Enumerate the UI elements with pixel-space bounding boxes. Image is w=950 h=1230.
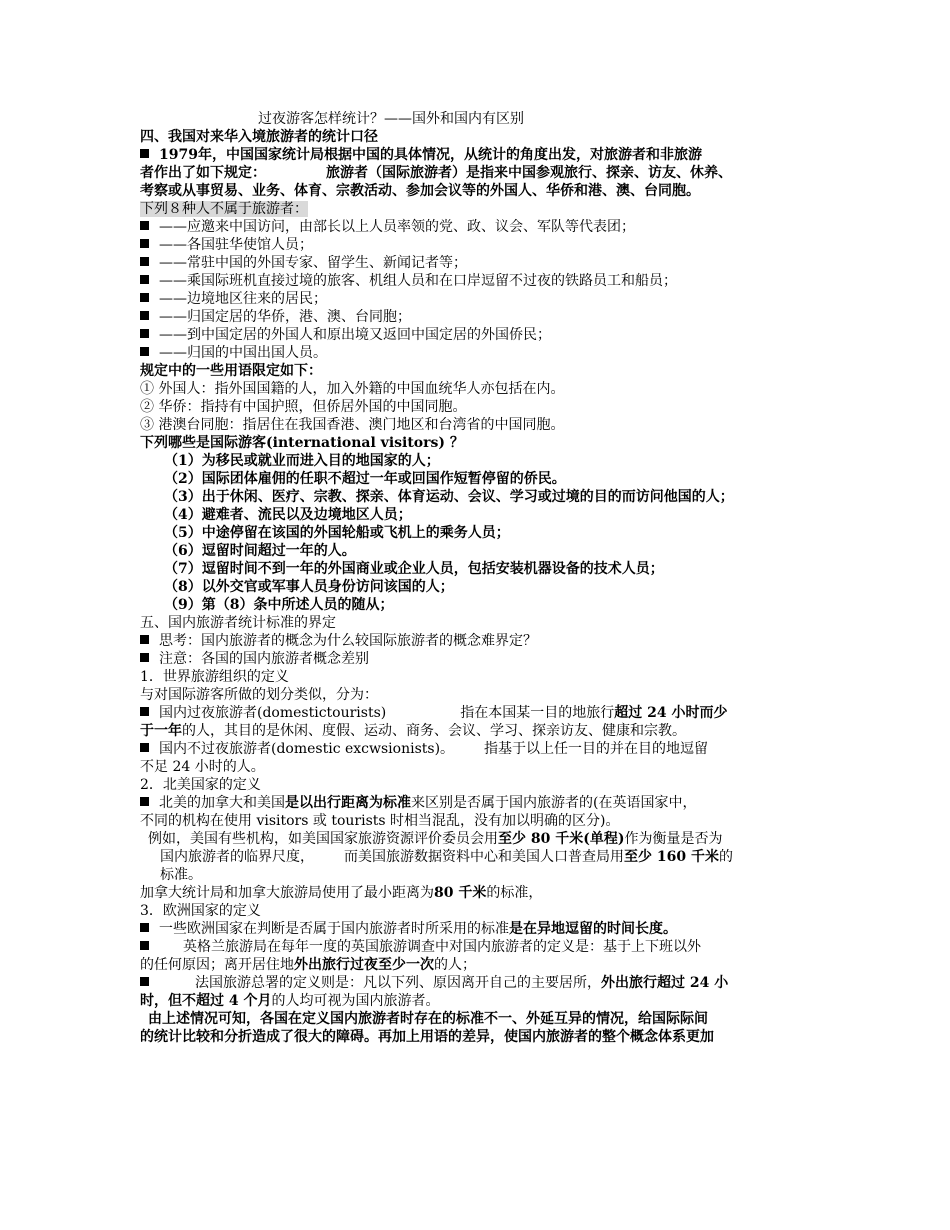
option-item: （2）国际团体雇佣的任职不超过一年或回国作短暂停留的侨民。 — [164, 471, 566, 487]
overnight-def-line2: 于一年的人，其目的是休闲、度假、运动、商务、会议、学习、探亲访友、健康和宗教。 — [140, 723, 686, 739]
square-bullet-icon — [140, 257, 149, 266]
term-item: ① 外国人：指外国国籍的人，加入外籍的中国血统华人亦包括在内。 — [140, 381, 565, 397]
na-example-line2: 国内旅游者的临界尺度， 而美国旅游数据资料中心和美国人口普查局用至少 160 千米的 — [160, 849, 733, 865]
excluded-title: 下列８种人不属于旅游者： — [140, 201, 308, 217]
na-example-line1: 例如，美国有些机构，如美国国家旅游资源评价委员会用至少 80 千米(单程)作为衡量是否为 — [148, 831, 723, 847]
eu-uk-line2: 的任何原因；离开居住地外出旅行过夜至少一次的人； — [140, 957, 476, 973]
excluded-list — [140, 218, 815, 362]
eu-p1: 一些欧洲国家在判断是否属于国内旅游者时所采用的标准是在异地逗留的时间长度。 — [140, 920, 815, 938]
square-bullet-icon — [140, 977, 149, 986]
list-item: ——常驻中国的外国专家、留学生、新闻记者等； — [140, 254, 815, 272]
list-item: ——归国的中国出国人员。 — [140, 344, 815, 362]
term-item: ② 华侨：指持有中国护照，但侨居外国的中国同胞。 — [140, 399, 467, 415]
square-bullet-icon — [140, 329, 149, 338]
overnight-def-line1: 国内过夜旅游者(domestictourists) 指在本国某一目的地旅行超过 24 小时而少 — [140, 704, 815, 722]
na-example-line3: 标准。 — [160, 867, 202, 883]
list-item: ——各国驻华使馆人员； — [140, 236, 815, 254]
terms-title: 规定中的一些用语限定如下： — [140, 363, 322, 379]
eu-uk-line1: 英格兰旅游局在每年一度的英国旅游调查中对国内旅游者的定义是：基于上下班以外 — [140, 938, 815, 956]
wto-intro: 与对国际游客所做的划分类似，分为： — [140, 687, 378, 703]
square-bullet-icon — [140, 653, 149, 662]
option-item: （1）为移民或就业而进入目的地国家的人； — [164, 453, 440, 469]
square-bullet-icon — [140, 275, 149, 284]
eu-title: 3．欧洲国家的定义 — [140, 903, 261, 919]
list-item: ——应邀来中国访问，由部长以上人员率领的党、政、议会、军队等代表团； — [140, 218, 815, 236]
option-item: （4）避难者、流民以及边境地区人员； — [164, 507, 412, 523]
option-item: （9）第（8）条中所述人员的随从； — [164, 597, 394, 613]
conclusion-line1: 由上述情况可知，各国在定义国内旅游者时存在的标准不一、外延互异的情况，给国际际间 — [148, 1011, 708, 1027]
list-item: ——边境地区往来的居民； — [140, 290, 815, 308]
square-bullet-icon — [140, 221, 149, 230]
canada-line: 加拿大统计局和加拿大旅游局使用了最小距离为80 千米的标准， — [140, 885, 543, 901]
square-bullet-icon — [140, 743, 149, 752]
square-bullet-icon — [140, 941, 149, 950]
doc-title: 过夜游客怎样统计？——国外和国内有区别 — [258, 111, 524, 127]
attention-note: 注意：各国的国内旅游者概念差别 — [140, 650, 815, 668]
section4-p1-line1: 1979年，中国国家统计局根据中国的具体情况，从统计的角度出发，对旅游者和非旅游 — [140, 146, 815, 164]
square-bullet-icon — [140, 311, 149, 320]
document-page — [140, 110, 815, 1046]
na-p1-line1: 北美的加拿大和美国是以出行距离为标准来区别是否属于国内旅游者的(在英语国家中， — [140, 794, 815, 812]
square-bullet-icon — [140, 347, 149, 356]
think-note: 思考：国内旅游者的概念为什么较国际旅游者的概念难界定？ — [140, 632, 815, 650]
list-item: ——归国定居的华侨，港、澳、台同胞； — [140, 308, 815, 326]
sameday-def-line1: 国内不过夜旅游者(domestic excwsionists)。 指基于以上任一目的并在目的地逗留 — [140, 740, 815, 758]
square-bullet-icon — [140, 149, 149, 158]
option-item: （5）中途停留在该国的外国轮船或飞机上的乘务人员； — [164, 525, 510, 541]
term-item: ③ 港澳台同胞：指居住在我国香港、澳门地区和台湾省的中国同胞。 — [140, 417, 565, 433]
section4-heading: 四、我国对来华入境旅游者的统计口径 — [140, 129, 378, 145]
option-item: （6）逗留时间超过一年的人。 — [164, 543, 356, 559]
option-item: （8）以外交官或军事人员身份访问该国的人； — [164, 579, 454, 595]
conclusion-line2: 的统计比较和分折造成了很大的障碍。再加上用语的差异，使国内旅游者的整个概念体系更加 — [140, 1029, 714, 1045]
section4-p1-line3: 考察或从事贸易、业务、体育、宗教活动、参加会议等的外国人、华侨和港、澳、台同胞。 — [140, 183, 700, 199]
square-bullet-icon — [140, 797, 149, 806]
section5-heading: 五、国内旅游者统计标准的界定 — [140, 615, 336, 631]
question-options — [140, 452, 815, 614]
square-bullet-icon — [140, 923, 149, 932]
eu-fr-line1: 法国旅游总署的定义则是：凡以下列、原因离开自己的主要居所，外出旅行超过 24 小 — [140, 974, 815, 992]
square-bullet-icon — [140, 635, 149, 644]
na-title: 2．北美国家的定义 — [140, 777, 261, 793]
na-p1-line2: 不同的机构在使用 visitors 或 tourists 时相当混乱，没有加以明确的区分)。 — [140, 813, 620, 829]
list-item: ——到中国定居的外国人和原出境又返回中国定居的外国侨民； — [140, 326, 815, 344]
square-bullet-icon — [140, 239, 149, 248]
section4-p1-line2: 者作出了如下规定： 旅游者（国际旅游者）是指来中国参观旅行、探亲、访友、休养、 — [140, 165, 732, 181]
sameday-def-line2: 不足 24 小时的人。 — [140, 759, 265, 775]
wto-title: 1．世界旅游组织的定义 — [140, 669, 289, 685]
square-bullet-icon — [140, 707, 149, 716]
eu-fr-line2: 时，但不超过 4 个月的人均可视为国内旅游者。 — [140, 993, 440, 1009]
square-bullet-icon — [140, 293, 149, 302]
question: 下列哪些是国际游客(international visitors) ？ — [140, 435, 464, 451]
option-item: （7）逗留时间不到一年的外国商业或企业人员，包括安装机器设备的技术人员； — [164, 561, 664, 577]
option-item: （3）出于休闲、医疗、宗教、探亲、体育运动、会议、学习或过境的目的而访问他国的人； — [164, 489, 734, 505]
list-item: ——乘国际班机直接过境的旅客、机组人员和在口岸逗留不过夜的铁路员工和船员； — [140, 272, 815, 290]
